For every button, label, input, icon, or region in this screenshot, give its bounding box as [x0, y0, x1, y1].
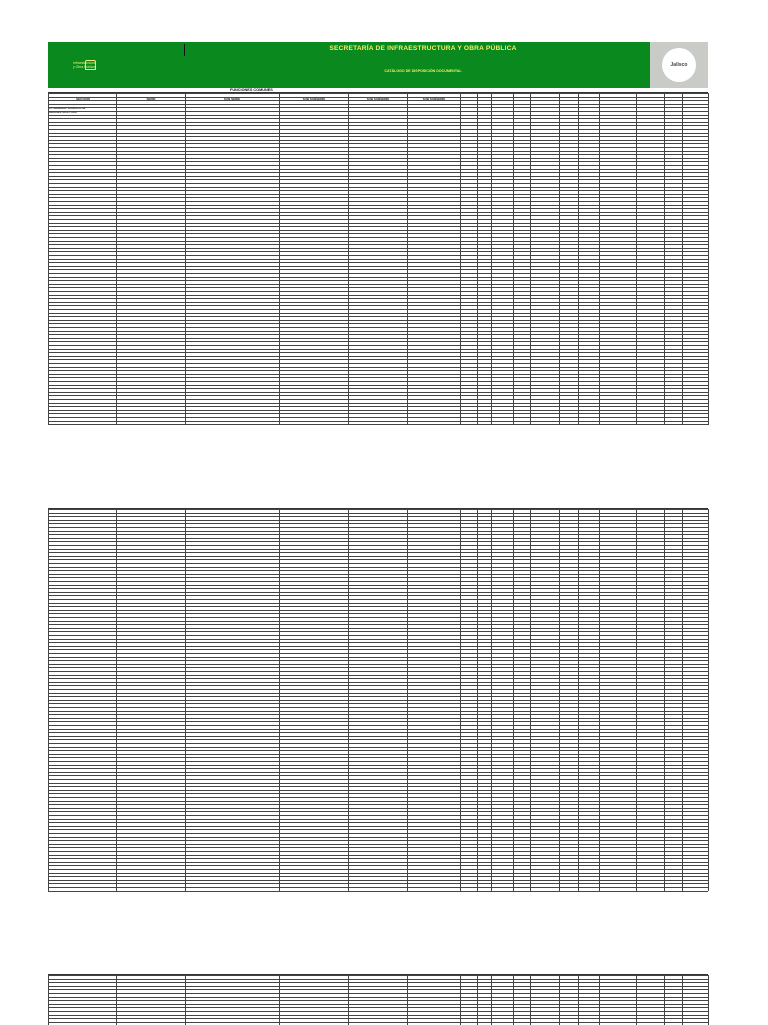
- grid-row-line: [48, 287, 708, 288]
- grid-row-line: [48, 97, 708, 98]
- grid-row-line: [48, 801, 708, 802]
- grid-row-line: [48, 323, 708, 324]
- section-title: FUNCIONES COMUNES: [230, 88, 273, 92]
- grid-row-line: [48, 621, 708, 622]
- grid-row-line: [48, 169, 708, 170]
- grid-row-line: [48, 385, 708, 386]
- grid-row-line: [48, 757, 708, 758]
- grid-row-line: [48, 107, 708, 108]
- grid-row-line: [48, 176, 708, 177]
- grid-row-line: [48, 833, 708, 834]
- grid-row-line: [48, 334, 708, 335]
- grid-row-line: [48, 858, 708, 859]
- grid-row-line: [48, 982, 708, 983]
- grid-row-line: [48, 664, 708, 665]
- grid-row-line: [48, 631, 708, 632]
- grid-row-line: [48, 205, 708, 206]
- building-icon: [85, 60, 96, 70]
- grid-row-line: [48, 783, 708, 784]
- infraestructura-logo: [48, 42, 132, 88]
- grid-row-line: [48, 840, 708, 841]
- grid-row-line: [48, 237, 708, 238]
- grid-row-line: [48, 993, 708, 994]
- grid-row-line: [48, 125, 708, 126]
- grid-row-line: [48, 417, 708, 418]
- grid-row-line: [48, 531, 708, 532]
- grid-row-line: [48, 675, 708, 676]
- grid-row-line: [48, 392, 708, 393]
- grid-row-line: [48, 577, 708, 578]
- grid-row-line: [48, 696, 708, 697]
- grid-row-line: [48, 212, 708, 213]
- grid-row-line: [48, 693, 708, 694]
- grid-row-line: [48, 241, 708, 242]
- grid-row-line: [48, 363, 708, 364]
- grid-row-line: [48, 233, 708, 234]
- grid-row-line: [48, 165, 708, 166]
- grid-row-line: [48, 617, 708, 618]
- grid-row-line: [48, 284, 708, 285]
- grid-row-line: [48, 689, 708, 690]
- grid-row-line: [48, 255, 708, 256]
- grid-row-line: [48, 707, 708, 708]
- grid-row-line: [48, 747, 708, 748]
- grid-row-line: [48, 685, 708, 686]
- grid-row-line: [48, 395, 708, 396]
- grid-row-line: [48, 851, 708, 852]
- grid-row-line: [48, 552, 708, 553]
- grid-row-line: [48, 768, 708, 769]
- grid-row-line: [48, 1022, 708, 1023]
- grid-row-line: [48, 880, 708, 881]
- grid-row-line: [48, 406, 708, 407]
- grid-row-line: [48, 725, 708, 726]
- grid-row-line: [48, 1000, 708, 1001]
- grid-row-line: [48, 410, 708, 411]
- grid-row-line: [48, 1018, 708, 1019]
- grid-row-line: [48, 559, 708, 560]
- grid-row-line: [48, 266, 708, 267]
- grid-row-line: [48, 331, 708, 332]
- grid-row-line: [48, 129, 708, 130]
- grid-row-line: [48, 772, 708, 773]
- grid-row-line: [48, 639, 708, 640]
- page-title: SECRETARÍA DE INFRAESTRUCTURA Y OBRA PÚBLICA: [329, 45, 517, 52]
- page-subtitle: CATÁLOGO DE DISPOSICIÓN DOCUMENTAL: [384, 69, 462, 73]
- grid-row-line: [48, 370, 708, 371]
- grid-row-line: [48, 743, 708, 744]
- grid-row-line: [48, 682, 708, 683]
- grid-row-line: [48, 873, 708, 874]
- grid-row-line: [48, 327, 708, 328]
- grid-row-line: [48, 534, 708, 535]
- grid-row-line: [48, 219, 708, 220]
- grid-row-line: [48, 574, 708, 575]
- grid-row-line: [48, 208, 708, 209]
- grid-row-line: [48, 761, 708, 762]
- grid-row-line: [48, 826, 708, 827]
- col-sub-subserie-2: SUB SUBSERIE: [366, 97, 390, 101]
- grid-row-line: [48, 585, 708, 586]
- grid-row-line: [48, 603, 708, 604]
- grid-row-line: [48, 269, 708, 270]
- grid-row-line: [48, 320, 708, 321]
- grid-row-line: [48, 280, 708, 281]
- grid-row-line: [48, 887, 708, 888]
- grid-row-line: [48, 201, 708, 202]
- banner-divider: [184, 44, 185, 56]
- grid-column-line: [708, 975, 709, 1025]
- grid-row-line: [48, 765, 708, 766]
- grid-row-line: [48, 277, 708, 278]
- grid-row-line: [48, 711, 708, 712]
- grid-row-line: [48, 822, 708, 823]
- grid-row-line: [48, 628, 708, 629]
- grid-row-line: [48, 538, 708, 539]
- seccion-value: 1C GENERAL JURÍDICA DE INFRAESTRUCTURA: [49, 106, 86, 114]
- logo-line-2: y Obra Pública: [73, 65, 96, 69]
- grid-row-line: [48, 855, 708, 856]
- grid-row-line: [48, 190, 708, 191]
- grid-row-line: [48, 563, 708, 564]
- grid-row-line: [48, 403, 708, 404]
- grid-row-line: [48, 606, 708, 607]
- grid-row-line: [48, 883, 708, 884]
- grid-row-line: [48, 118, 708, 119]
- grid-row-line: [48, 754, 708, 755]
- grid-row-line: [48, 133, 708, 134]
- grid-row-line: [48, 388, 708, 389]
- grid-row-line: [48, 244, 708, 245]
- grid-row-line: [48, 979, 708, 980]
- grid-row-line: [48, 653, 708, 654]
- jalisco-seal-icon: Jalisco: [662, 48, 696, 82]
- grid-row-line: [48, 592, 708, 593]
- grid-row-line: [48, 248, 708, 249]
- grid-row-line: [48, 136, 708, 137]
- grid-row-line: [48, 549, 708, 550]
- grid-row-line: [48, 732, 708, 733]
- grid-row-line: [48, 599, 708, 600]
- grid-row-line: [48, 556, 708, 557]
- grid-row-line: [48, 869, 708, 870]
- grid-row-line: [48, 251, 708, 252]
- grid-row-line: [48, 779, 708, 780]
- grid-row-line: [48, 356, 708, 357]
- grid-row-line: [48, 775, 708, 776]
- grid-row-line: [48, 815, 708, 816]
- grid-row-line: [48, 667, 708, 668]
- grid-row-line: [48, 570, 708, 571]
- catalog-table-page-1: [48, 92, 708, 425]
- grid-row-line: [48, 295, 708, 296]
- grid-row-line: [48, 891, 708, 892]
- grid-row-line: [48, 790, 708, 791]
- grid-row-line: [48, 223, 708, 224]
- grid-row-line: [48, 703, 708, 704]
- grid-row-line: [48, 1011, 708, 1012]
- grid-row-line: [48, 588, 708, 589]
- grid-row-line: [48, 413, 708, 414]
- grid-row-line: [48, 595, 708, 596]
- grid-row-line: [48, 172, 708, 173]
- grid-row-line: [48, 541, 708, 542]
- grid-row-line: [48, 309, 708, 310]
- grid-row-line: [48, 613, 708, 614]
- grid-row-line: [48, 147, 708, 148]
- grid-row-line: [48, 367, 708, 368]
- grid-column-line: [708, 509, 709, 891]
- grid-row-line: [48, 399, 708, 400]
- grid-row-line: [48, 115, 708, 116]
- grid-row-line: [48, 93, 708, 94]
- grid-row-line: [48, 187, 708, 188]
- grid-row-line: [48, 262, 708, 263]
- grid-row-line: [48, 179, 708, 180]
- logo-line-1: Infraestructura: [73, 61, 95, 65]
- grid-row-line: [48, 847, 708, 848]
- jalisco-logo: [650, 42, 708, 88]
- grid-row-line: [48, 140, 708, 141]
- grid-row-line: [48, 516, 708, 517]
- grid-row-line: [48, 975, 708, 976]
- grid-row-line: [48, 230, 708, 231]
- grid-row-line: [48, 305, 708, 306]
- catalog-table-page-3: [48, 974, 708, 1025]
- col-sub-serie: SUB SERIE: [223, 97, 241, 101]
- grid-row-line: [48, 786, 708, 787]
- grid-row-line: [48, 721, 708, 722]
- grid-row-line: [48, 837, 708, 838]
- grid-row-line: [48, 844, 708, 845]
- grid-row-line: [48, 374, 708, 375]
- grid-row-line: [48, 259, 708, 260]
- grid-row-line: [48, 989, 708, 990]
- grid-row-line: [48, 804, 708, 805]
- grid-row-line: [48, 359, 708, 360]
- grid-row-line: [48, 1007, 708, 1008]
- grid-row-line: [48, 421, 708, 422]
- grid-row-line: [48, 273, 708, 274]
- grid-row-line: [48, 143, 708, 144]
- grid-row-line: [48, 215, 708, 216]
- grid-row-line: [48, 527, 708, 528]
- grid-row-line: [48, 509, 708, 510]
- grid-row-line: [48, 811, 708, 812]
- grid-row-line: [48, 381, 708, 382]
- grid-row-line: [48, 581, 708, 582]
- grid-row-line: [48, 513, 708, 514]
- grid-row-line: [48, 313, 708, 314]
- grid-row-line: [48, 302, 708, 303]
- grid-row-line: [48, 291, 708, 292]
- col-sub-subserie-3: SUB SUBSERIE: [422, 97, 446, 101]
- grid-row-line: [48, 161, 708, 162]
- grid-row-line: [48, 635, 708, 636]
- grid-row-line: [48, 338, 708, 339]
- grid-row-line: [48, 377, 708, 378]
- grid-row-line: [48, 352, 708, 353]
- grid-row-line: [48, 545, 708, 546]
- grid-row-line: [48, 700, 708, 701]
- grid-row-line: [48, 158, 708, 159]
- grid-row-line: [48, 1015, 708, 1016]
- grid-row-line: [48, 671, 708, 672]
- grid-row-line: [48, 714, 708, 715]
- grid-row-line: [48, 341, 708, 342]
- grid-row-line: [48, 624, 708, 625]
- grid-row-line: [48, 349, 708, 350]
- grid-column-line: [708, 93, 709, 425]
- grid-row-line: [48, 520, 708, 521]
- grid-row-line: [48, 154, 708, 155]
- grid-row-line: [48, 197, 708, 198]
- grid-row-line: [48, 876, 708, 877]
- grid-row-line: [48, 642, 708, 643]
- grid-row-line: [48, 986, 708, 987]
- grid-row-line: [48, 122, 708, 123]
- grid-row-line: [48, 750, 708, 751]
- grid-row-line: [48, 1004, 708, 1005]
- grid-row-line: [48, 793, 708, 794]
- grid-row-line: [48, 298, 708, 299]
- grid-row-line: [48, 610, 708, 611]
- col-seccion: SECCIÓN: [76, 97, 90, 101]
- grid-row-line: [48, 111, 708, 112]
- grid-row-line: [48, 567, 708, 568]
- grid-row-line: [48, 678, 708, 679]
- grid-row-line: [48, 183, 708, 184]
- col-sub-subserie-1: SUB SUBSERIE: [302, 97, 326, 101]
- grid-row-line: [48, 657, 708, 658]
- grid-row-line: [48, 736, 708, 737]
- grid-row-line: [48, 997, 708, 998]
- grid-row-line: [48, 649, 708, 650]
- grid-row-line: [48, 862, 708, 863]
- grid-row-line: [48, 660, 708, 661]
- grid-row-line: [48, 718, 708, 719]
- grid-row-line: [48, 345, 708, 346]
- catalog-table-page-2: [48, 508, 708, 891]
- grid-row-line: [48, 151, 708, 152]
- grid-row-line: [48, 523, 708, 524]
- grid-row-line: [48, 819, 708, 820]
- grid-row-line: [48, 829, 708, 830]
- grid-row-line: [48, 100, 708, 101]
- grid-row-line: [48, 739, 708, 740]
- grid-row-line: [48, 316, 708, 317]
- grid-row-line: [48, 104, 708, 105]
- grid-row-line: [48, 729, 708, 730]
- col-serie: SERIE: [146, 97, 156, 101]
- grid-row-line: [48, 194, 708, 195]
- header-banner: [48, 42, 708, 88]
- grid-row-line: [48, 226, 708, 227]
- grid-row-line: [48, 424, 708, 425]
- grid-row-line: [48, 865, 708, 866]
- grid-row-line: [48, 797, 708, 798]
- grid-row-line: [48, 808, 708, 809]
- grid-row-line: [48, 646, 708, 647]
